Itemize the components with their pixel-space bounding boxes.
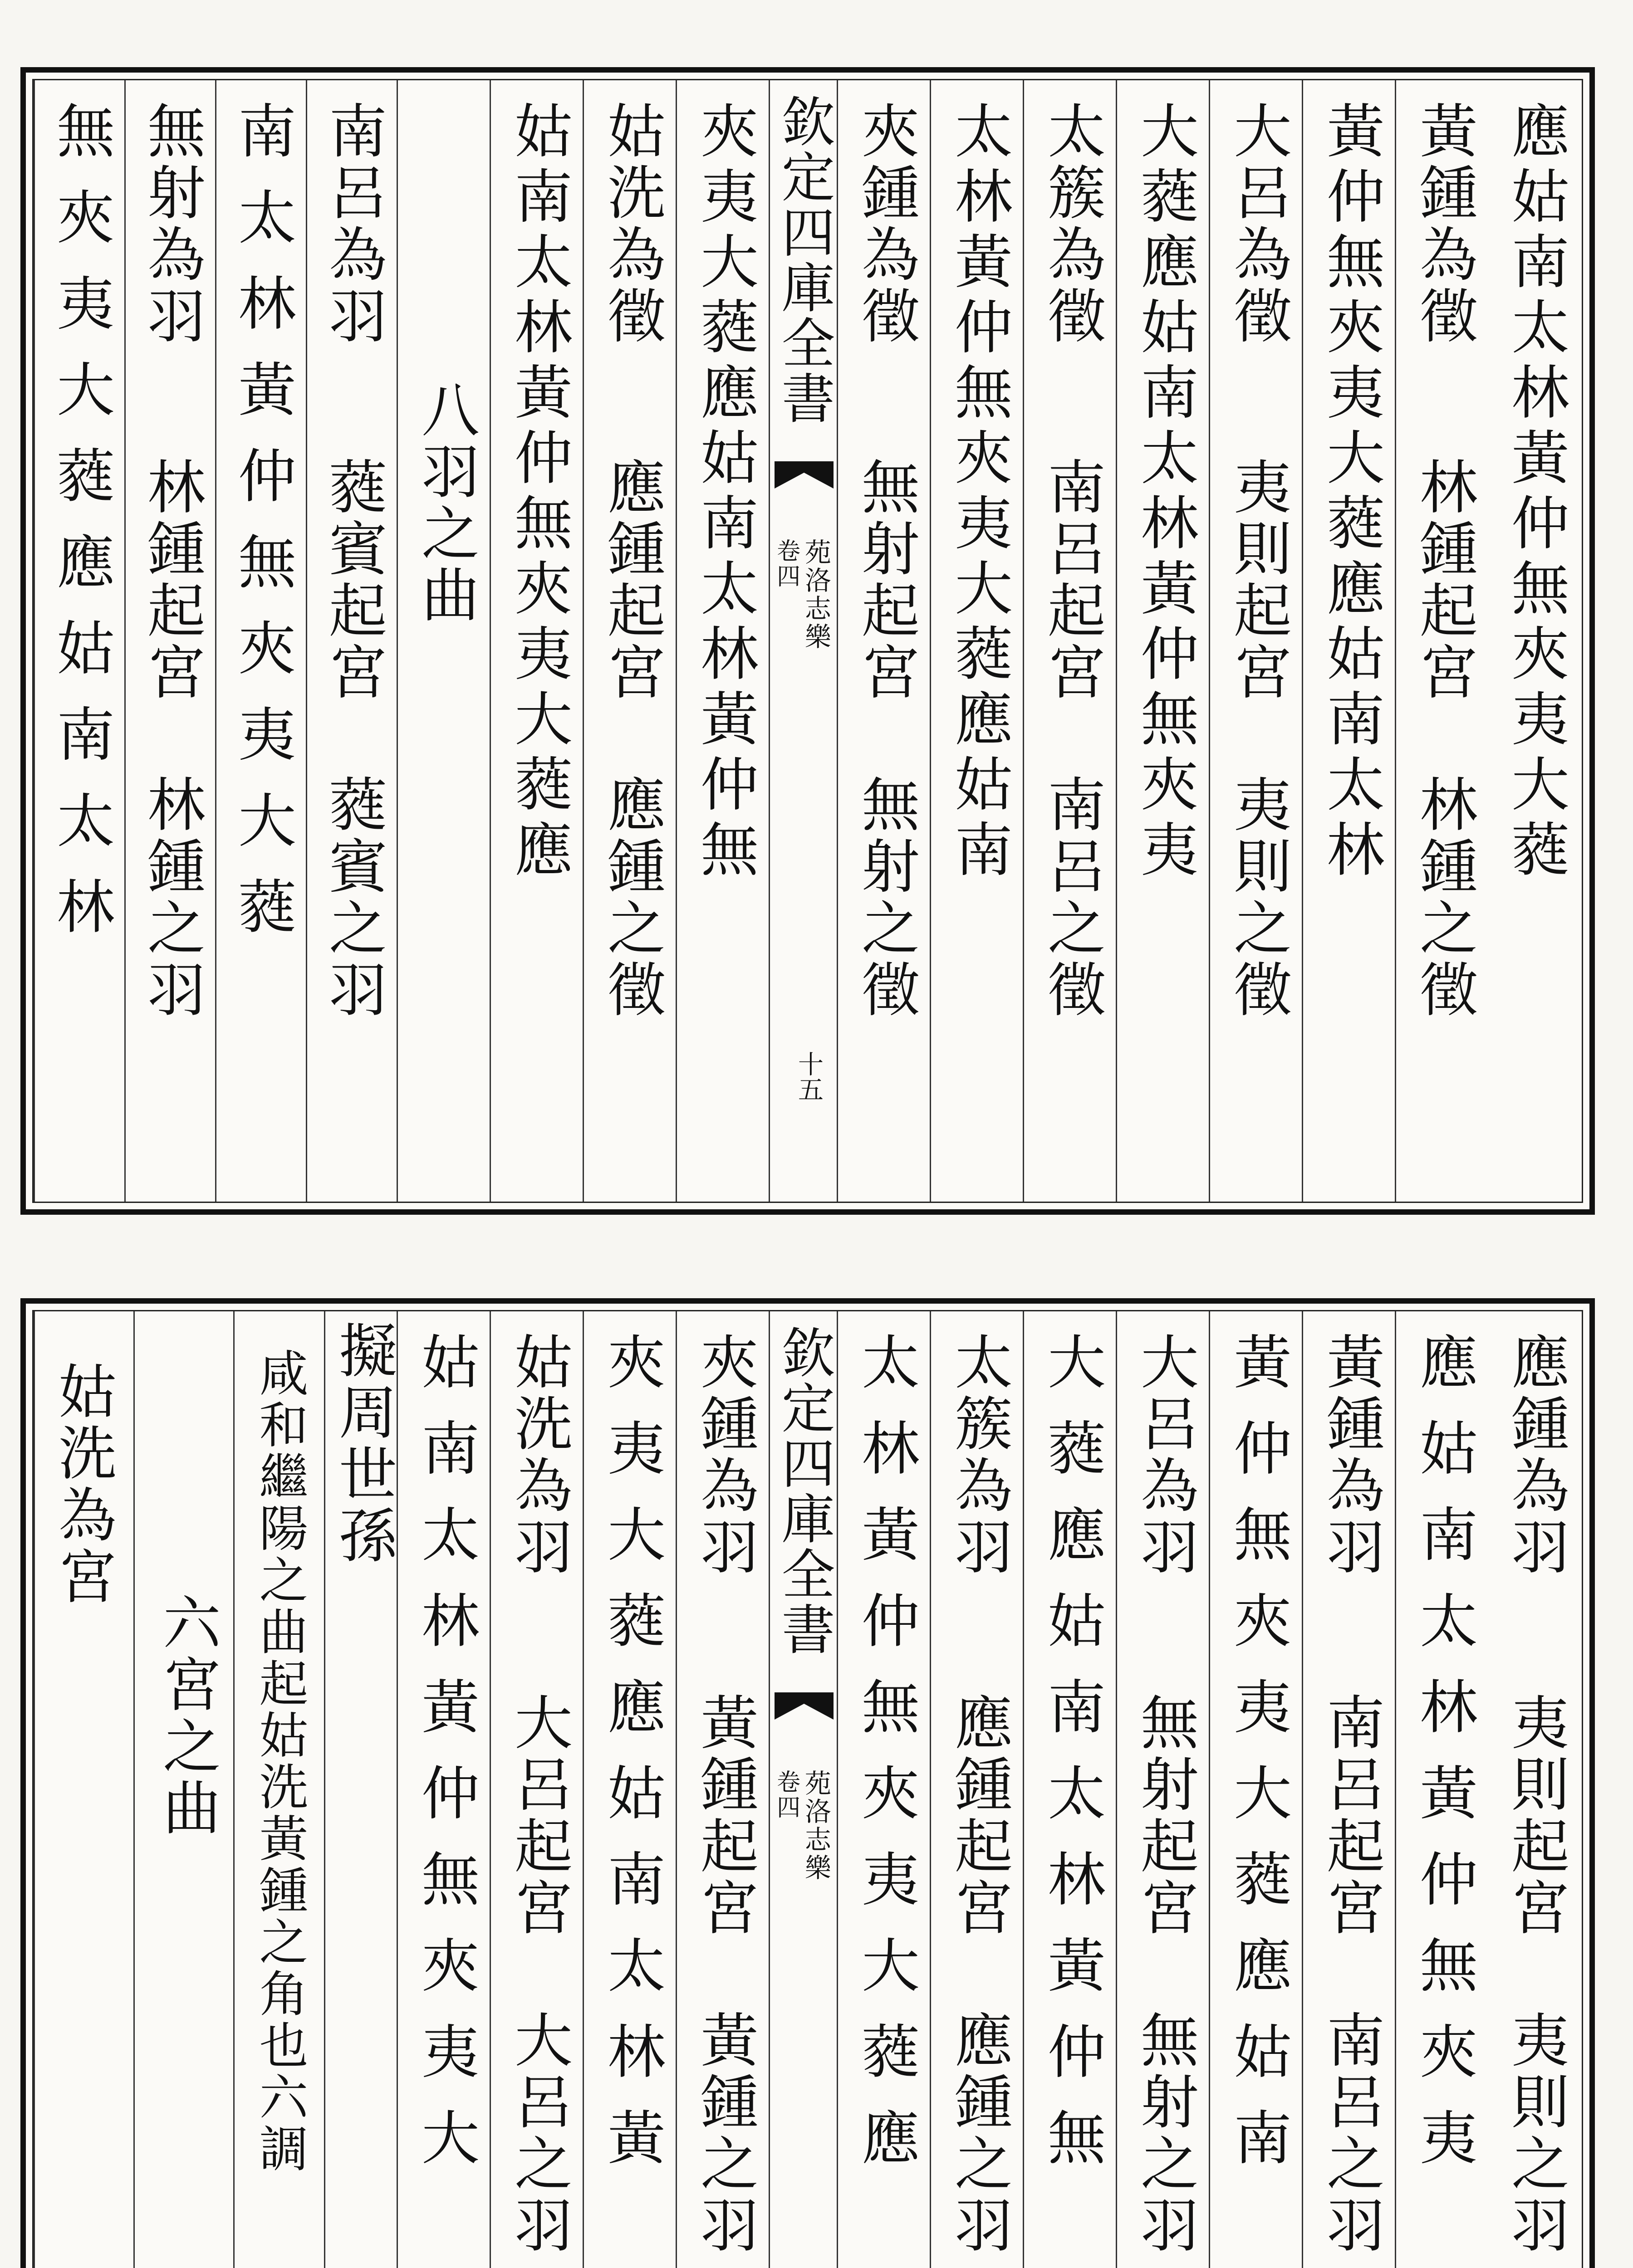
bottom-col-6 bbox=[1023, 1311, 1116, 2268]
top-page-frame bbox=[20, 67, 1595, 1215]
top-col-8-text-b: 無射起宮 bbox=[852, 457, 919, 704]
top-col-1 bbox=[1488, 80, 1581, 1202]
bottom-col-1-text-a: 應鍾為羽 bbox=[1501, 1332, 1569, 1579]
top-col-11 bbox=[490, 80, 583, 1202]
bottom-col-4-text: 黃仲無夾夷大蕤應姑南 bbox=[1224, 1332, 1291, 2194]
bottom-col-3 bbox=[1302, 1311, 1395, 2268]
bottom-col-1 bbox=[1488, 1311, 1581, 2268]
top-page-inner-border bbox=[32, 79, 1583, 1203]
top-col-9-text: 夾夷大蕤應姑南太林黃仲無 bbox=[691, 101, 758, 885]
top-col-7 bbox=[930, 80, 1023, 1202]
top-col-2-text-a: 黃鍾為徵 bbox=[1410, 101, 1477, 347]
bottom-center-fold bbox=[769, 1311, 837, 2268]
bottom-col-7-text-b: 應鍾起宮 bbox=[945, 1692, 1012, 1939]
top-col-2-text-b: 林鍾起宮 bbox=[1410, 457, 1477, 704]
top-fishtail-mark bbox=[775, 461, 834, 502]
bottom-col-12-text: 姑南太林黃仲無夾夷大 bbox=[412, 1332, 479, 2194]
top-col-8-text-c: 無射之徵 bbox=[852, 774, 919, 1021]
bottom-col-16-text: 姑洗為宮 bbox=[49, 1361, 116, 1608]
bottom-col-9 bbox=[676, 1311, 769, 2268]
top-col-15-text-c: 林鍾之羽 bbox=[137, 774, 205, 1021]
top-page-number: 十五 bbox=[794, 1051, 824, 1102]
top-col-6-text-a: 太簇為徵 bbox=[1038, 101, 1105, 347]
top-col-3-text: 黃仲無夾夷大蕤應姑南太林 bbox=[1317, 101, 1384, 885]
bottom-col-15-text: 六宮之曲 bbox=[153, 1593, 221, 1839]
top-sub-title: 苑洛志樂 bbox=[800, 538, 831, 651]
bottom-col-11-text-a: 姑洗為羽 bbox=[505, 1332, 572, 1579]
bottom-col-14-text: 咸和繼陽之曲起姑洗黃鍾之角也六調 bbox=[251, 1348, 308, 2175]
top-col-12 bbox=[397, 80, 490, 1202]
bottom-col-10-text: 夾夷大蕤應姑南太林黃 bbox=[598, 1332, 665, 2194]
bottom-col-14 bbox=[233, 1311, 324, 2268]
top-col-5-text: 大蕤應姑南太林黃仲無夾夷 bbox=[1131, 101, 1198, 885]
bottom-col-5-text-a: 大呂為羽 bbox=[1131, 1332, 1198, 1579]
top-col-3 bbox=[1302, 80, 1395, 1202]
top-col-16 bbox=[34, 80, 124, 1202]
top-col-4 bbox=[1209, 80, 1302, 1202]
top-col-6-text-b: 南呂起宮 bbox=[1038, 457, 1105, 704]
top-volume: 卷四 bbox=[772, 538, 800, 589]
top-col-14 bbox=[215, 80, 306, 1202]
top-col-10 bbox=[583, 80, 676, 1202]
top-col-15 bbox=[124, 80, 215, 1202]
top-col-4-text-c: 夷則之徵 bbox=[1224, 774, 1291, 1021]
top-col-13-text-b: 蕤賓起宮 bbox=[319, 457, 387, 704]
top-col-10-text-a: 姑洗為徵 bbox=[598, 101, 665, 347]
top-col-10-text-b: 應鍾起宮 bbox=[598, 457, 665, 704]
top-col-9 bbox=[676, 80, 769, 1202]
top-center-fold bbox=[769, 80, 837, 1202]
bottom-col-11-text-b: 大呂起宮 bbox=[505, 1692, 572, 1939]
bottom-col-3-text-a: 黃鍾為羽 bbox=[1317, 1332, 1384, 1579]
top-col-16-text: 無夾夷大蕤應姑南太林 bbox=[47, 101, 114, 963]
bottom-col-2 bbox=[1395, 1311, 1488, 2268]
bottom-col-7 bbox=[930, 1311, 1023, 2268]
top-col-14-text: 南太林黃仲無夾夷大蕤 bbox=[228, 101, 296, 963]
top-col-2 bbox=[1395, 80, 1488, 1202]
bottom-col-9-text-c: 黃鍾之羽 bbox=[691, 2010, 758, 2257]
bottom-col-7-text-a: 太簇為羽 bbox=[945, 1332, 1012, 1579]
bottom-col-10 bbox=[583, 1311, 676, 2268]
bottom-col-2-text: 應姑南太林黃仲無夾夷 bbox=[1410, 1332, 1477, 2194]
bottom-col-16 bbox=[34, 1311, 133, 2268]
bottom-col-13 bbox=[324, 1311, 397, 2268]
bottom-sub-title: 苑洛志樂 bbox=[800, 1769, 831, 1882]
bottom-col-8-text: 太林黃仲無夾夷大蕤應 bbox=[852, 1332, 919, 2194]
top-col-1-text: 應姑南太林黃仲無夾夷大蕤 bbox=[1501, 101, 1569, 885]
bottom-col-9-text-a: 夾鍾為羽 bbox=[691, 1332, 758, 1579]
top-col-8-text-a: 夾鍾為徵 bbox=[852, 101, 919, 347]
top-col-13-text-c: 蕤賓之羽 bbox=[319, 774, 387, 1021]
bottom-col-8 bbox=[837, 1311, 930, 2268]
bottom-col-1-text-b: 夷則起宮 bbox=[1501, 1692, 1569, 1939]
top-col-8 bbox=[837, 80, 930, 1202]
bottom-col-6-text: 大蕤應姑南太林黃仲無 bbox=[1038, 1332, 1105, 2194]
bottom-col-5-text-b: 無射起宮 bbox=[1131, 1692, 1198, 1939]
bottom-col-11-text-c: 大呂之羽 bbox=[505, 2010, 572, 2257]
bottom-col-7-text-c: 應鍾之羽 bbox=[945, 2010, 1012, 2257]
top-col-15-text-b: 林鍾起宮 bbox=[137, 457, 205, 704]
top-col-7-text: 太林黃仲無夾夷大蕤應姑南 bbox=[945, 101, 1012, 885]
bottom-col-3-text-c: 南呂之羽 bbox=[1317, 2010, 1384, 2257]
top-col-15-text-a: 無射為羽 bbox=[137, 101, 205, 347]
bottom-fishtail-mark bbox=[775, 1692, 834, 1733]
top-page-columns bbox=[34, 80, 1582, 1202]
top-col-4-text-b: 夷則起宮 bbox=[1224, 457, 1291, 704]
top-col-4-text-a: 大呂為徵 bbox=[1224, 101, 1291, 347]
top-col-13 bbox=[306, 80, 397, 1202]
bottom-book-title: 欽定四庫全書 bbox=[772, 1325, 835, 1657]
bottom-page-columns bbox=[34, 1311, 1582, 2268]
top-col-12-text: 八羽之曲 bbox=[412, 380, 479, 626]
bottom-col-12 bbox=[397, 1311, 490, 2268]
top-col-10-text-c: 應鍾之徵 bbox=[598, 774, 665, 1021]
bottom-col-15 bbox=[133, 1311, 233, 2268]
bottom-page-inner-border bbox=[32, 1310, 1583, 2268]
top-col-6 bbox=[1023, 80, 1116, 1202]
bottom-col-11 bbox=[490, 1311, 583, 2268]
bottom-col-3-text-b: 南呂起宮 bbox=[1317, 1692, 1384, 1939]
top-col-2-text-c: 林鍾之徵 bbox=[1410, 774, 1477, 1021]
bottom-col-13-text: 擬周世孫 bbox=[329, 1320, 397, 1567]
bottom-volume: 卷四 bbox=[772, 1769, 800, 1820]
top-col-11-text: 姑南太林黃仲無夾夷大蕤應 bbox=[505, 101, 572, 885]
bottom-col-5 bbox=[1116, 1311, 1209, 2268]
bottom-col-4 bbox=[1209, 1311, 1302, 2268]
bottom-col-9-text-b: 黃鍾起宮 bbox=[691, 1692, 758, 1939]
bottom-page-frame bbox=[20, 1298, 1595, 2268]
bottom-col-1-text-c: 夷則之羽 bbox=[1501, 2010, 1569, 2257]
top-col-13-text-a: 南呂為羽 bbox=[319, 101, 387, 347]
top-book-title: 欽定四庫全書 bbox=[772, 94, 835, 426]
bottom-col-5-text-c: 無射之羽 bbox=[1131, 2010, 1198, 2257]
top-col-6-text-c: 南呂之徵 bbox=[1038, 774, 1105, 1021]
top-col-5 bbox=[1116, 80, 1209, 1202]
